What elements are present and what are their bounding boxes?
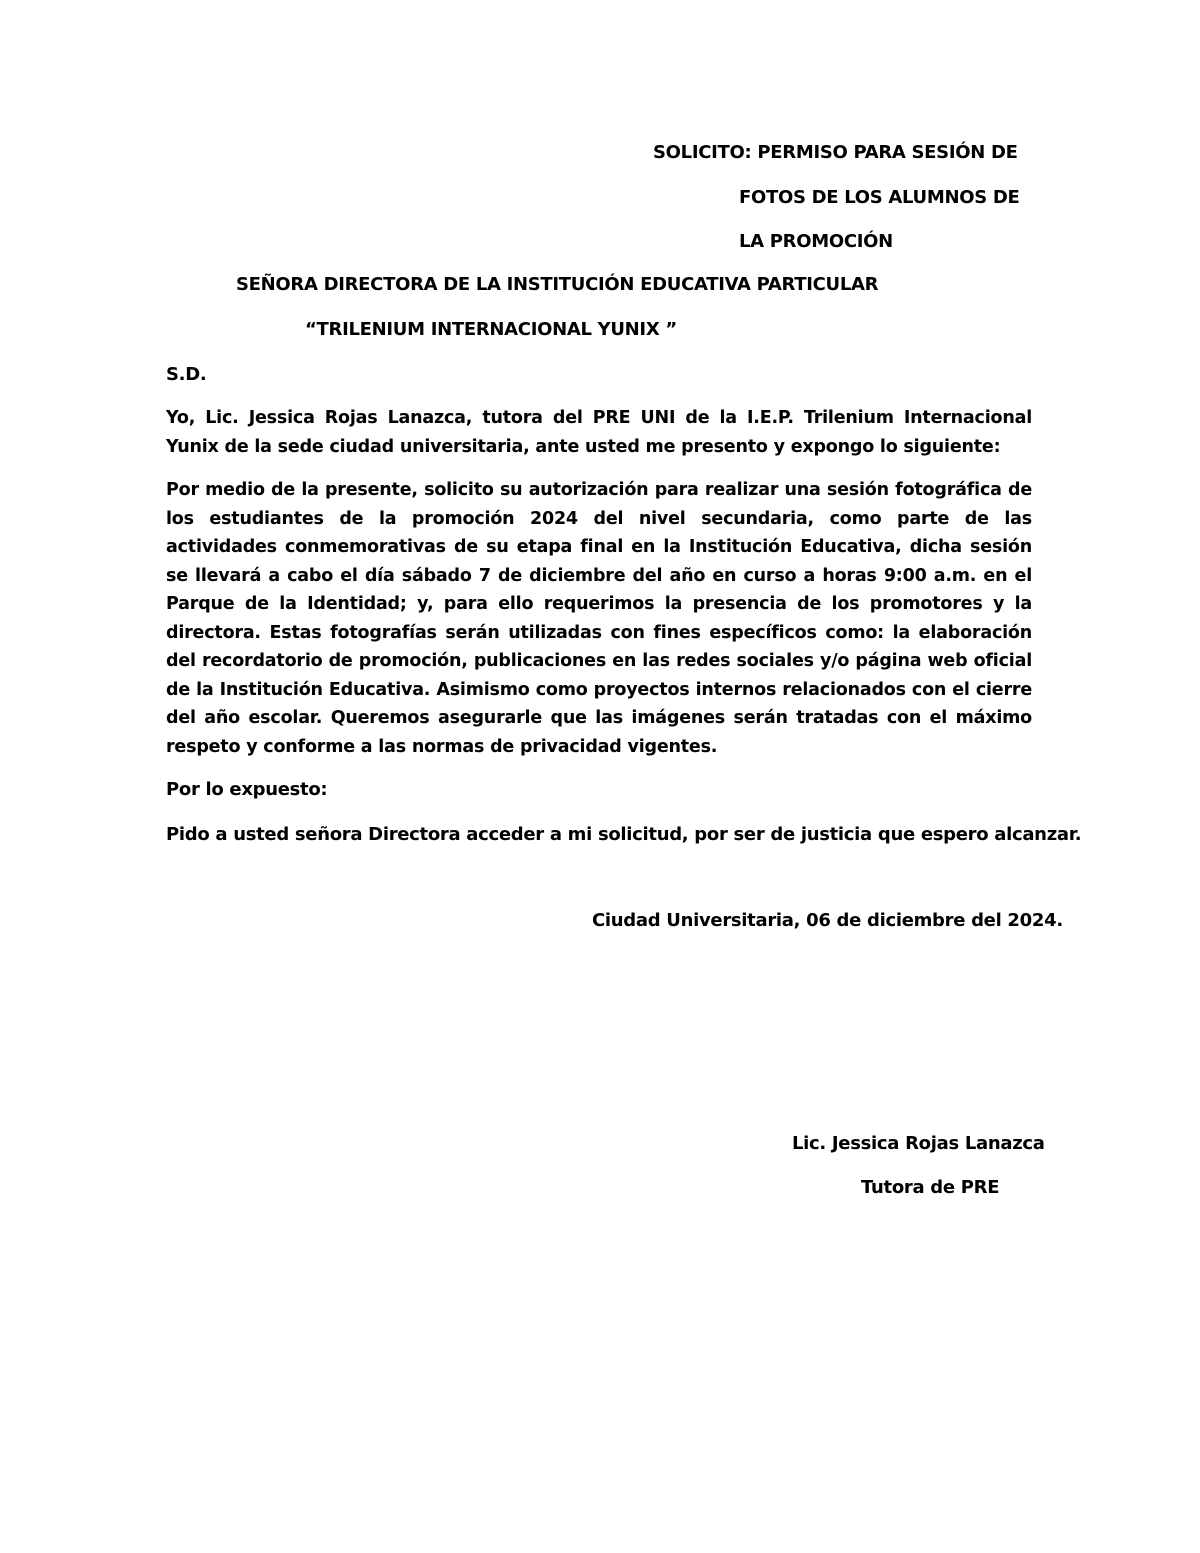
salutation: S.D. [166, 364, 207, 385]
pido-line: Pido a usted señora Directora acceder a mi solicitud, por ser de justicia que espero alcanzar. [166, 824, 1082, 845]
solicito-line-1: SOLICITO: PERMISO PARA SESIÓN DE [653, 142, 1018, 163]
addressee-line-1: SEÑORA DIRECTORA DE LA INSTITUCIÓN EDUCATIVA PARTICULAR [236, 274, 879, 295]
signature-role: Tutora de PRE [861, 1177, 1000, 1198]
intro-paragraph: Yo, Lic. Jessica Rojas Lanazca, tutora del PRE UNI de la I.E.P. Trilenium Internacional Yunix de la sede ciudad universitaria, ante usted me presento y expongo lo siguiente: [166, 408, 1032, 457]
date-line: Ciudad Universitaria, 06 de diciembre del 2024. [592, 910, 1063, 931]
expuesto-line: Por lo expuesto: [166, 779, 328, 800]
addressee-line-2: “TRILENIUM INTERNACIONAL YUNIX ” [305, 319, 677, 340]
main-paragraph: Por medio de la presente, solicito su autorización para realizar una sesión fotográfica de los estudiantes de la promoción 2024 del nivel secundaria, como parte de las actividades conmemorativas de su etapa final en la Institución Educativa, dicha sesión se llevará a cabo el día sábado 7 de diciembre del año en curso a horas 9:00 a.m. en el Parque de la Identidad; y, para ello requerimos la presencia de los promotores y la directora. Estas fotografías serán utilizadas con fines específicos como: la elaboración del recordatorio de promoción, publicaciones en las redes sociales y/o página web oficial de la Institución Educativa. Asimismo como proyectos internos relacionados con el cierre del año escolar. Queremos asegurarle que las imágenes serán tratadas con el máximo respeto y conforme a las normas de privacidad vigentes. [166, 480, 1032, 757]
solicito-line-2: FOTOS DE LOS ALUMNOS DE [739, 187, 1020, 208]
solicito-line-3: LA PROMOCIÓN [739, 231, 893, 252]
signature-name: Lic. Jessica Rojas Lanazca [792, 1133, 1045, 1154]
